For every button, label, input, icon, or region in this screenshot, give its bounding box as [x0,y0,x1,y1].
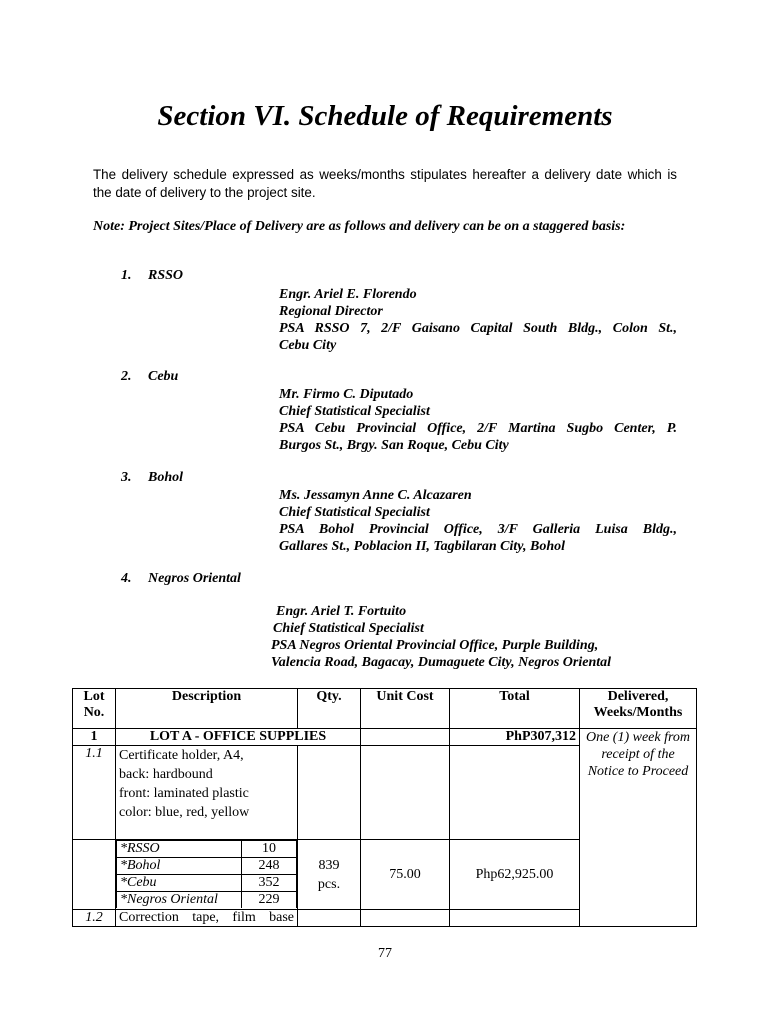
contact-position: Chief Statistical Specialist [279,404,430,419]
description-line: front: laminated plastic [119,786,249,801]
item-number: 1.1 [73,746,116,840]
qty-cell-empty [298,746,361,840]
item-total: Php62,925.00 [450,840,580,910]
total-cell-empty [450,910,580,927]
delivery-note: Note: Project Sites/Place of Delivery are as follows and delivery can be on a staggered basis: [93,219,626,234]
contact-address-line-2: Burgos St., Brgy. San Roque, Cebu City [279,438,509,453]
breakdown-row [117,875,297,892]
site-4-label [121,571,241,587]
quantity-unit: pcs. [317,876,341,892]
quantity-value: 839 [318,857,340,873]
site-1-contact [279,286,677,354]
item-description [116,746,298,840]
header-qty: Qty. [298,689,361,729]
qty-cell-empty [298,910,361,927]
site-4-contact-position: Chief Statistical Specialist [273,621,424,636]
page-number: 77 [378,946,392,961]
lot-total: PhP307,312 [450,729,580,746]
site-name: RSSO [148,268,184,283]
item-quantity [298,840,361,910]
contact-person: Engr. Ariel E. Florendo [279,287,417,302]
total-cell-empty [450,746,580,840]
contact-address-line-1: PSA Bohol Provincial Office, 3/F Galleria Luisa Bldg., [279,522,677,537]
description-line: back: hardbound [119,767,213,782]
lot-name: LOT A - OFFICE SUPPLIES [116,729,361,746]
site-4-contact-person: Engr. Ariel T. Fortuito [276,604,407,619]
breakdown-qty: 248 [242,858,297,875]
site-name: Bohol [148,470,184,485]
contact-position: Regional Director [279,304,383,319]
breakdown-qty: 229 [242,892,297,909]
site-4-contact-address-line-2: Valencia Road, Bagacay, Dumaguete City, Negros Oriental [271,655,612,670]
page-title: Section VI. Schedule of Requirements [157,100,613,132]
breakdown-row [117,858,297,875]
contact-person: Ms. Jessamyn Anne C. Alcazaren [279,488,472,503]
header-description: Description [116,689,298,729]
unit-cost-cell-empty [361,746,450,840]
site-number: 4. [121,571,132,586]
breakdown-row [117,892,297,909]
site-3-contact [279,487,677,555]
breakdown-site: *RSSO [117,841,242,858]
contact-address-line-2: Gallares St., Poblacion II, Tagbilaran City, Bohol [279,539,566,554]
header-delivered: Delivered, Weeks/Months [580,689,697,729]
site-name: Cebu [148,369,179,384]
site-2-label [121,369,178,385]
header-lot-no: Lot No. [73,689,116,729]
breakdown-qty: 352 [242,875,297,892]
lot-unit-cost-empty [361,729,450,746]
item-number-empty [73,840,116,910]
header-unit-cost: Unit Cost [361,689,450,729]
contact-address-line-2: Cebu City [279,338,337,353]
table-header-row [73,689,697,729]
site-1-label [121,268,183,284]
description-line: Certificate holder, A4, [119,748,244,763]
site-number: 2. [121,369,132,384]
site-4-contact-address-line-1: PSA Negros Oriental Provincial Office, Purple Building, [271,638,599,653]
unit-cost-cell-empty [361,910,450,927]
lot-number: 1 [73,729,116,746]
item-unit-cost: 75.00 [361,840,450,910]
contact-person: Mr. Firmo C. Diputado [279,387,414,402]
item-description: Correction tape, film base [116,910,298,927]
item-number: 1.2 [73,910,116,927]
site-3-label [121,470,183,486]
breakdown-site: *Bohol [117,858,242,875]
requirements-table [72,688,697,927]
site-name: Negros Oriental [148,571,241,586]
breakdown-site: *Cebu [117,875,242,892]
intro-paragraph: The delivery schedule expressed as weeks/months stipulates hereafter a delivery date which is the date of delivery to the project site. [93,167,677,200]
site-2-contact [279,386,677,454]
breakdown-row [117,841,297,858]
description-line: color: blue, red, yellow [119,805,250,820]
contact-address-line-1: PSA Cebu Provincial Office, 2/F Martina Sugbo Center, P. [279,421,677,436]
contact-address-line-1: PSA RSSO 7, 2/F Gaisano Capital South Bldg., Colon St., [279,321,677,336]
contact-position: Chief Statistical Specialist [279,505,430,520]
site-number: 3. [121,470,132,485]
site-breakdown-table [116,840,297,908]
delivery-schedule: One (1) week from receipt of the Notice to Proceed [580,729,697,927]
breakdown-qty: 10 [242,841,297,858]
site-number: 1. [121,268,132,283]
site-breakdown-cell [116,840,298,910]
lot-row [73,729,697,746]
header-total: Total [450,689,580,729]
breakdown-site: *Negros Oriental [117,892,242,909]
